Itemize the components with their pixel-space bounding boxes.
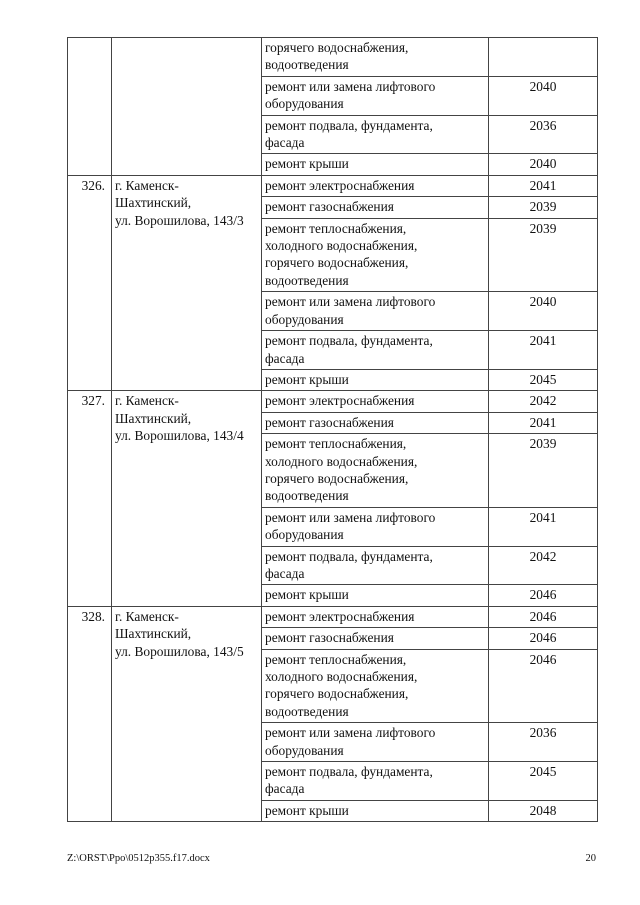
planned-year-cell: 2041 xyxy=(489,412,598,433)
address-cell: г. Каменск- Шахтинский, ул. Ворошилова, 143/5 xyxy=(112,606,262,821)
work-type-cell: ремонт подвала, фундамента, фасада xyxy=(262,115,489,154)
work-type-cell: ремонт электроснабжения xyxy=(262,175,489,196)
planned-year-cell: 2046 xyxy=(489,628,598,649)
planned-year-cell: 2040 xyxy=(489,76,598,115)
planned-year-cell: 2039 xyxy=(489,434,598,508)
planned-year-cell: 2040 xyxy=(489,292,598,331)
row-number-cell: 327. xyxy=(68,391,112,606)
planned-year-cell: 2046 xyxy=(489,649,598,723)
row-number-cell: 328. xyxy=(68,606,112,821)
address-cell: г. Каменск- Шахтинский, ул. Ворошилова, 143/4 xyxy=(112,391,262,606)
table-row xyxy=(68,391,598,412)
work-type-cell: ремонт подвала, фундамента, фасада xyxy=(262,762,489,801)
work-type-cell: ремонт крыши xyxy=(262,585,489,606)
work-type-cell: ремонт или замена лифтового оборудования xyxy=(262,507,489,546)
row-number-cell: 326. xyxy=(68,175,112,390)
planned-year-cell: 2045 xyxy=(489,762,598,801)
planned-year-cell: 2039 xyxy=(489,218,598,292)
address-cell xyxy=(112,38,262,176)
repair-schedule-body xyxy=(68,38,598,822)
work-type-cell: ремонт подвала, фундамента, фасада xyxy=(262,546,489,585)
planned-year-cell: 2046 xyxy=(489,606,598,627)
work-type-cell: горячего водоснабжения, водоотведения xyxy=(262,38,489,77)
work-type-cell: ремонт или замена лифтового оборудования xyxy=(262,292,489,331)
work-type-cell: ремонт или замена лифтового оборудования xyxy=(262,723,489,762)
planned-year-cell: 2042 xyxy=(489,391,598,412)
footer-page-number: 20 xyxy=(585,853,596,864)
planned-year-cell: 2041 xyxy=(489,507,598,546)
work-type-cell: ремонт электроснабжения xyxy=(262,606,489,627)
work-type-cell: ремонт или замена лифтового оборудования xyxy=(262,76,489,115)
work-type-cell: ремонт теплоснабжения, холодного водоснабжения, горячего водоснабжения, водоотведения xyxy=(262,649,489,723)
work-type-cell: ремонт газоснабжения xyxy=(262,412,489,433)
planned-year-cell: 2046 xyxy=(489,585,598,606)
footer-file-path: Z:\ORST\Ppo\0512p355.f17.docx xyxy=(67,853,210,864)
address-cell: г. Каменск- Шахтинский, ул. Ворошилова, 143/3 xyxy=(112,175,262,390)
row-number-cell xyxy=(68,38,112,176)
table-row xyxy=(68,175,598,196)
work-type-cell: ремонт электроснабжения xyxy=(262,391,489,412)
planned-year-cell: 2040 xyxy=(489,154,598,175)
work-type-cell: ремонт теплоснабжения, холодного водоснабжения, горячего водоснабжения, водоотведения xyxy=(262,434,489,508)
planned-year-cell: 2039 xyxy=(489,197,598,218)
work-type-cell: ремонт подвала, фундамента, фасада xyxy=(262,331,489,370)
planned-year-cell: 2036 xyxy=(489,723,598,762)
work-type-cell: ремонт газоснабжения xyxy=(262,197,489,218)
planned-year-cell: 2041 xyxy=(489,331,598,370)
repair-schedule-table xyxy=(67,37,598,822)
planned-year-cell xyxy=(489,38,598,77)
table-row xyxy=(68,38,598,77)
table-row xyxy=(68,606,598,627)
work-type-cell: ремонт крыши xyxy=(262,369,489,390)
planned-year-cell: 2048 xyxy=(489,800,598,821)
work-type-cell: ремонт крыши xyxy=(262,800,489,821)
planned-year-cell: 2041 xyxy=(489,175,598,196)
planned-year-cell: 2045 xyxy=(489,369,598,390)
planned-year-cell: 2042 xyxy=(489,546,598,585)
work-type-cell: ремонт теплоснабжения, холодного водоснабжения, горячего водоснабжения, водоотведения xyxy=(262,218,489,292)
work-type-cell: ремонт газоснабжения xyxy=(262,628,489,649)
work-type-cell: ремонт крыши xyxy=(262,154,489,175)
planned-year-cell: 2036 xyxy=(489,115,598,154)
